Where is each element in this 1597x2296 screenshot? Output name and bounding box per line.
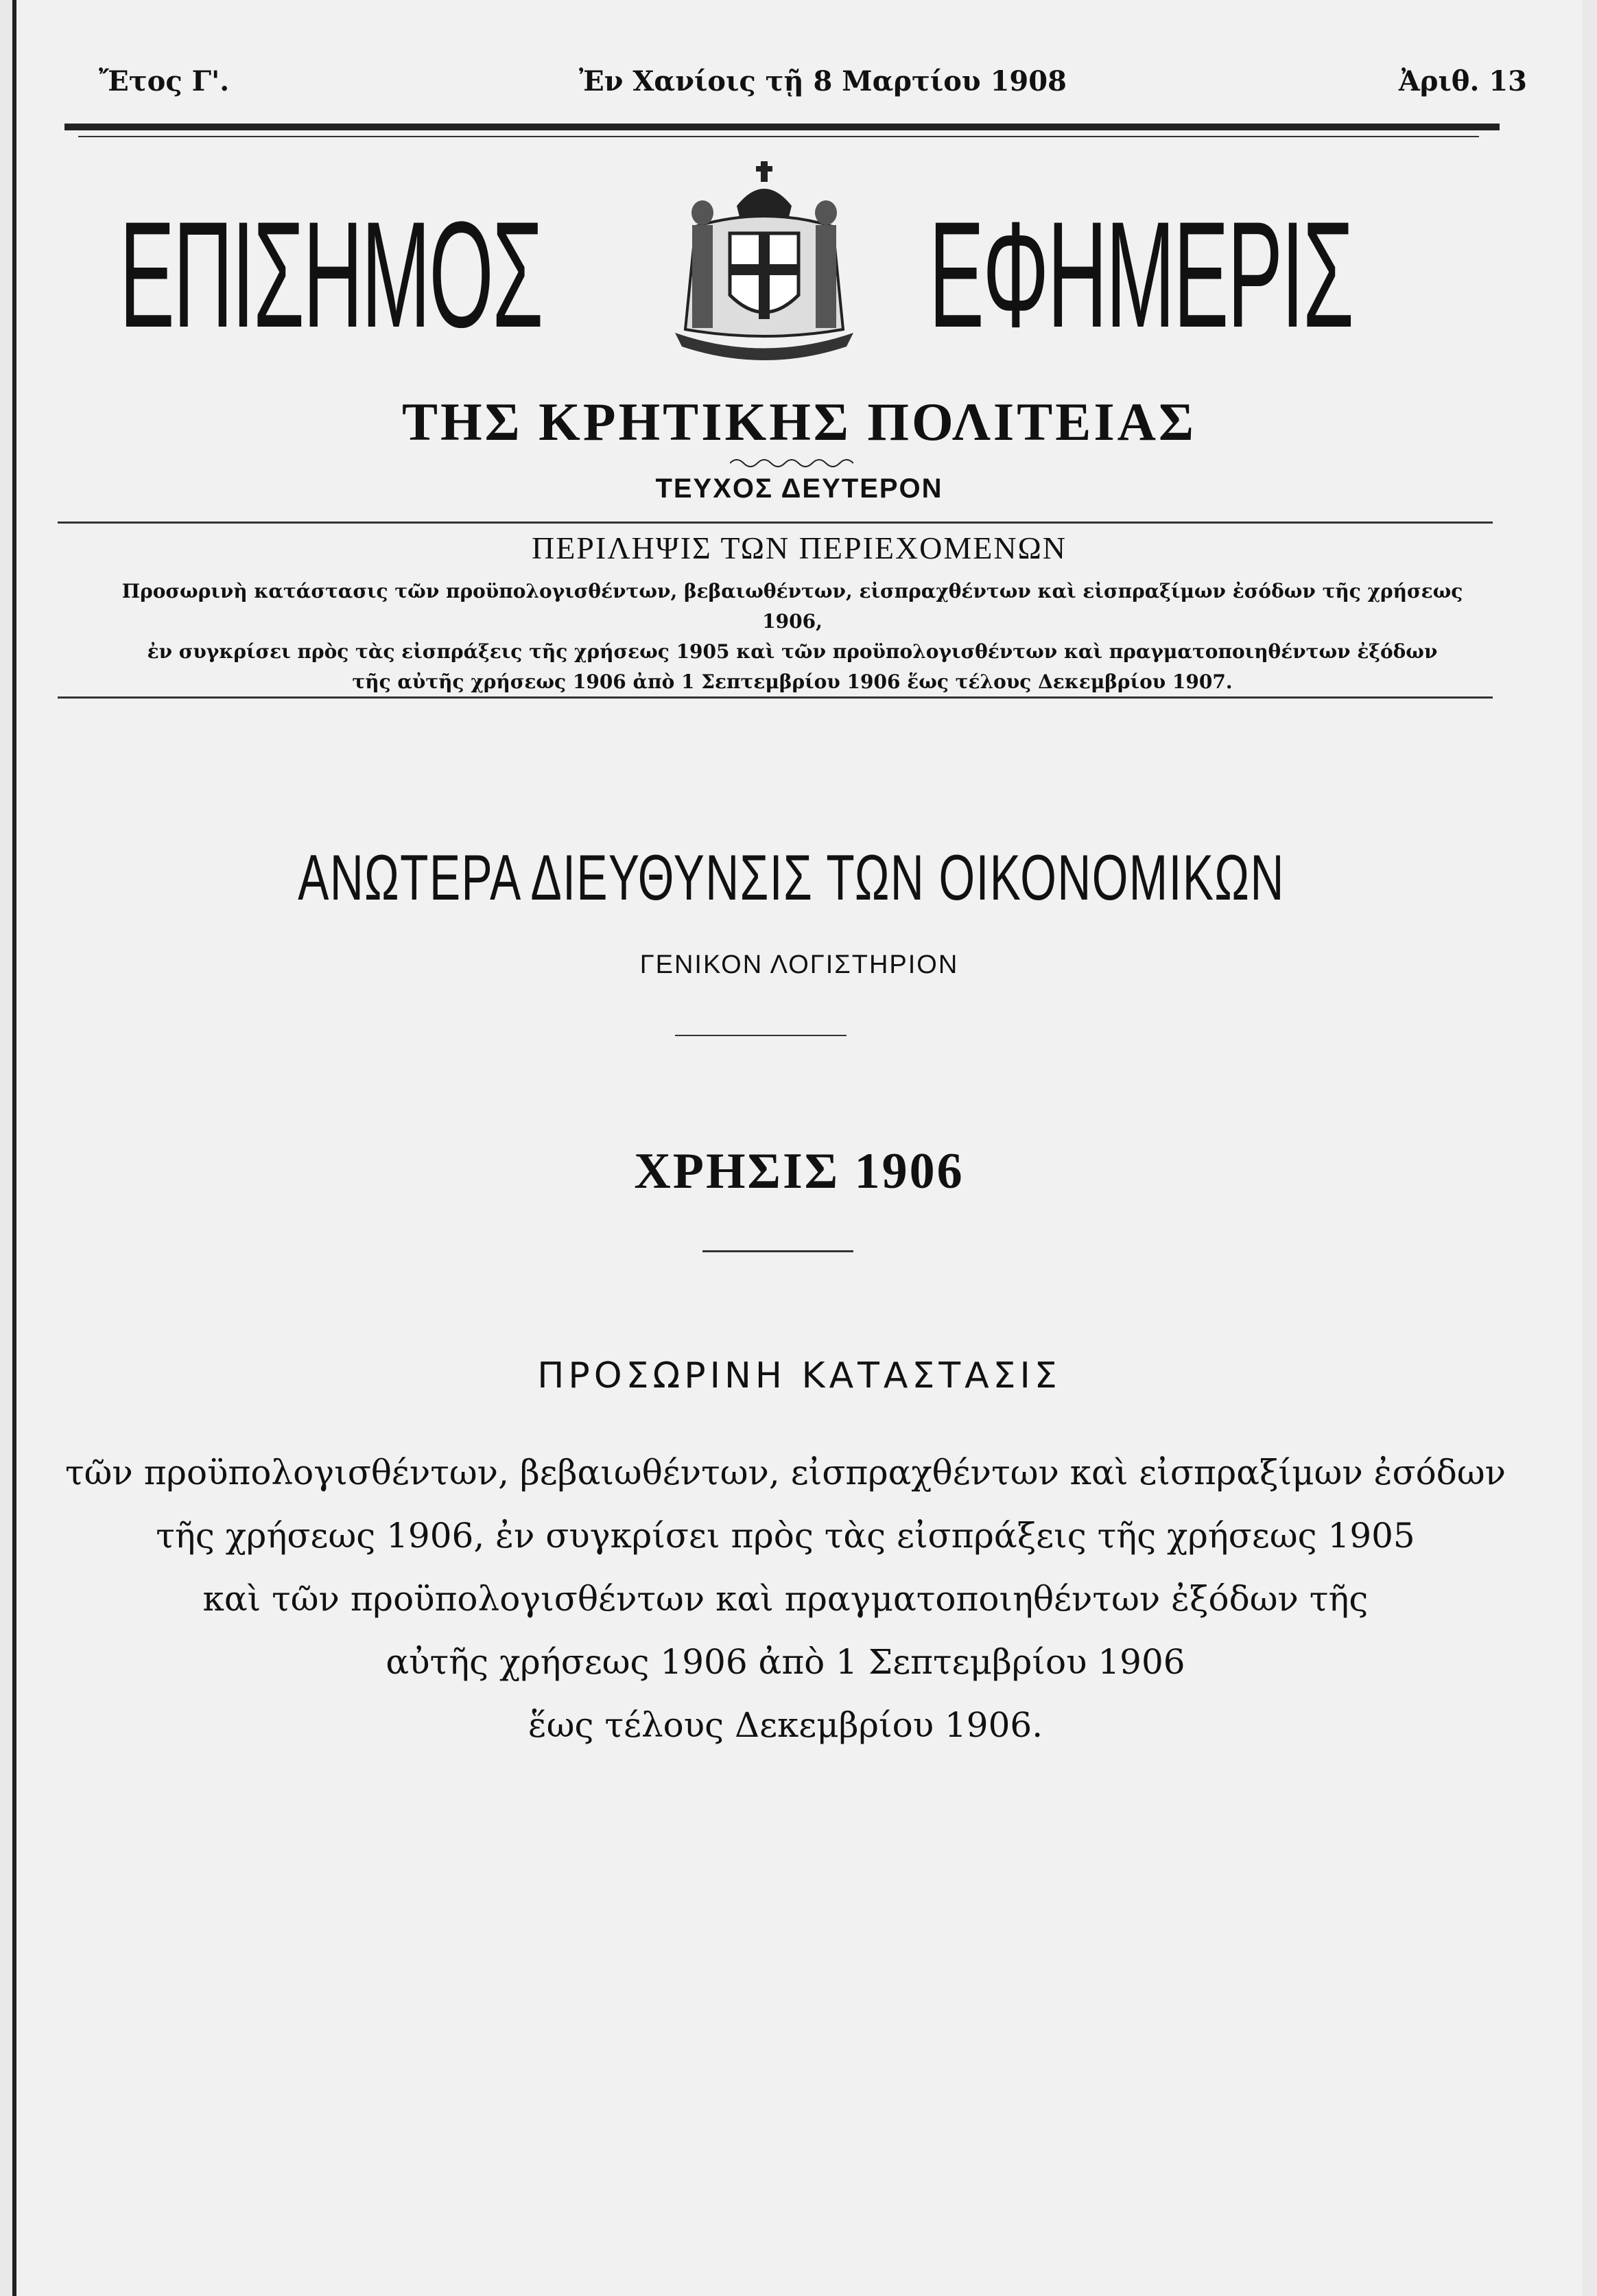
year-title: ΧΡΗΣΙΣ 1906 xyxy=(634,1143,965,1199)
statement-line: καὶ τῶν προϋπολογισθέντων καὶ πραγματοποιηθέντων ἐξόδων τῆς xyxy=(202,1579,1369,1619)
statement-heading: ΠΡΟΣΩΡΙΝΗ ΚΑΤΑΣΤΑΣΙΣ xyxy=(537,1355,1061,1396)
office-title: ΓΕΝΙΚΟΝ ΛΟΓΙΣΤΗΡΙΟΝ xyxy=(639,950,959,979)
authority-title: ΑΝΩΤΕΡΑ ΔΙΕΥΘΥΝΣΙΣ ΤΩΝ ΟΙΚΟΝΟΜΙΚΩΝ xyxy=(298,841,1285,913)
masthead-right-word: ΕΦΗΜΕΡΙΣ xyxy=(929,190,1353,359)
divider-rule xyxy=(702,1250,853,1252)
issue-part: ΤΕΥΧΟΣ ΔΕΥΤΕΡΟΝ xyxy=(655,473,943,504)
statement-body xyxy=(44,1441,1527,1757)
contents-top-rule xyxy=(58,522,1493,524)
statement-line: αὐτῆς χρήσεως 1906 ἀπὸ 1 Σεπτεμβρίου 1906 xyxy=(386,1642,1185,1682)
ornamental-rule xyxy=(730,456,853,470)
statement-line: τῆς χρήσεως 1906, ἐν συγκρίσει πρὸς τὰς εἰσπράξεις τῆς χρήσεως 1905 xyxy=(156,1516,1415,1556)
contents-line: Προσωρινὴ κατάστασις τῶν προϋπολογισθέντων, βεβαιωθέντων, εἰσπραχθέντων καὶ εἰσπραξίμων ἐσόδων τῆς χρήσεως 1906, xyxy=(121,580,1463,633)
header-bar xyxy=(58,65,1527,106)
gazette-page xyxy=(12,0,1582,2296)
contents-heading: ΠΕΡΙΛΗΨΙΣ ΤΩΝ ΠΕΡΙΕΧΟΜΕΝΩΝ xyxy=(531,530,1067,565)
place-date: Ἐν Χανίοις τῇ 8 Μαρτίου 1908 xyxy=(579,65,1067,97)
masthead-left-word: ΕΠΙΣΗΜΟΣ xyxy=(119,190,542,359)
contents-summary xyxy=(99,576,1486,697)
statement-line: ἕως τέλους Δεκεμβρίου 1906. xyxy=(528,1705,1043,1745)
masthead xyxy=(119,185,1436,364)
divider-rule xyxy=(675,1035,847,1036)
header-rule-thin xyxy=(78,136,1479,137)
statement-line: τῶν προϋπολογισθέντων, βεβαιωθέντων, εἰσπραχθέντων καὶ εἰσπραξίμων ἐσόδων xyxy=(64,1453,1506,1492)
contents-bottom-rule xyxy=(58,696,1493,699)
contents-line: τῆς αὐτῆς χρήσεως 1906 ἀπὸ 1 Σεπτεμβρίου 1906 ἕως τέλους Δεκεμβρίου 1907. xyxy=(352,670,1233,693)
contents-line: ἐν συγκρίσει πρὸς τὰς εἰσπράξεις τῆς χρήσεως 1905 καὶ τῶν προϋπολογισθέντων καὶ πραγματοποιηθέντων ἐξόδων xyxy=(147,640,1438,663)
header-rule xyxy=(64,124,1500,130)
royal-coat-of-arms-icon xyxy=(654,158,874,377)
issue-number: Ἀριθ. 13 xyxy=(1398,65,1527,97)
year-label: Ἔτος Γ'. xyxy=(99,65,230,97)
masthead-subtitle: ΤΗΣ ΚΡΗΤΙΚΗΣ ΠΟΛΙΤΕΙΑΣ xyxy=(401,392,1197,452)
